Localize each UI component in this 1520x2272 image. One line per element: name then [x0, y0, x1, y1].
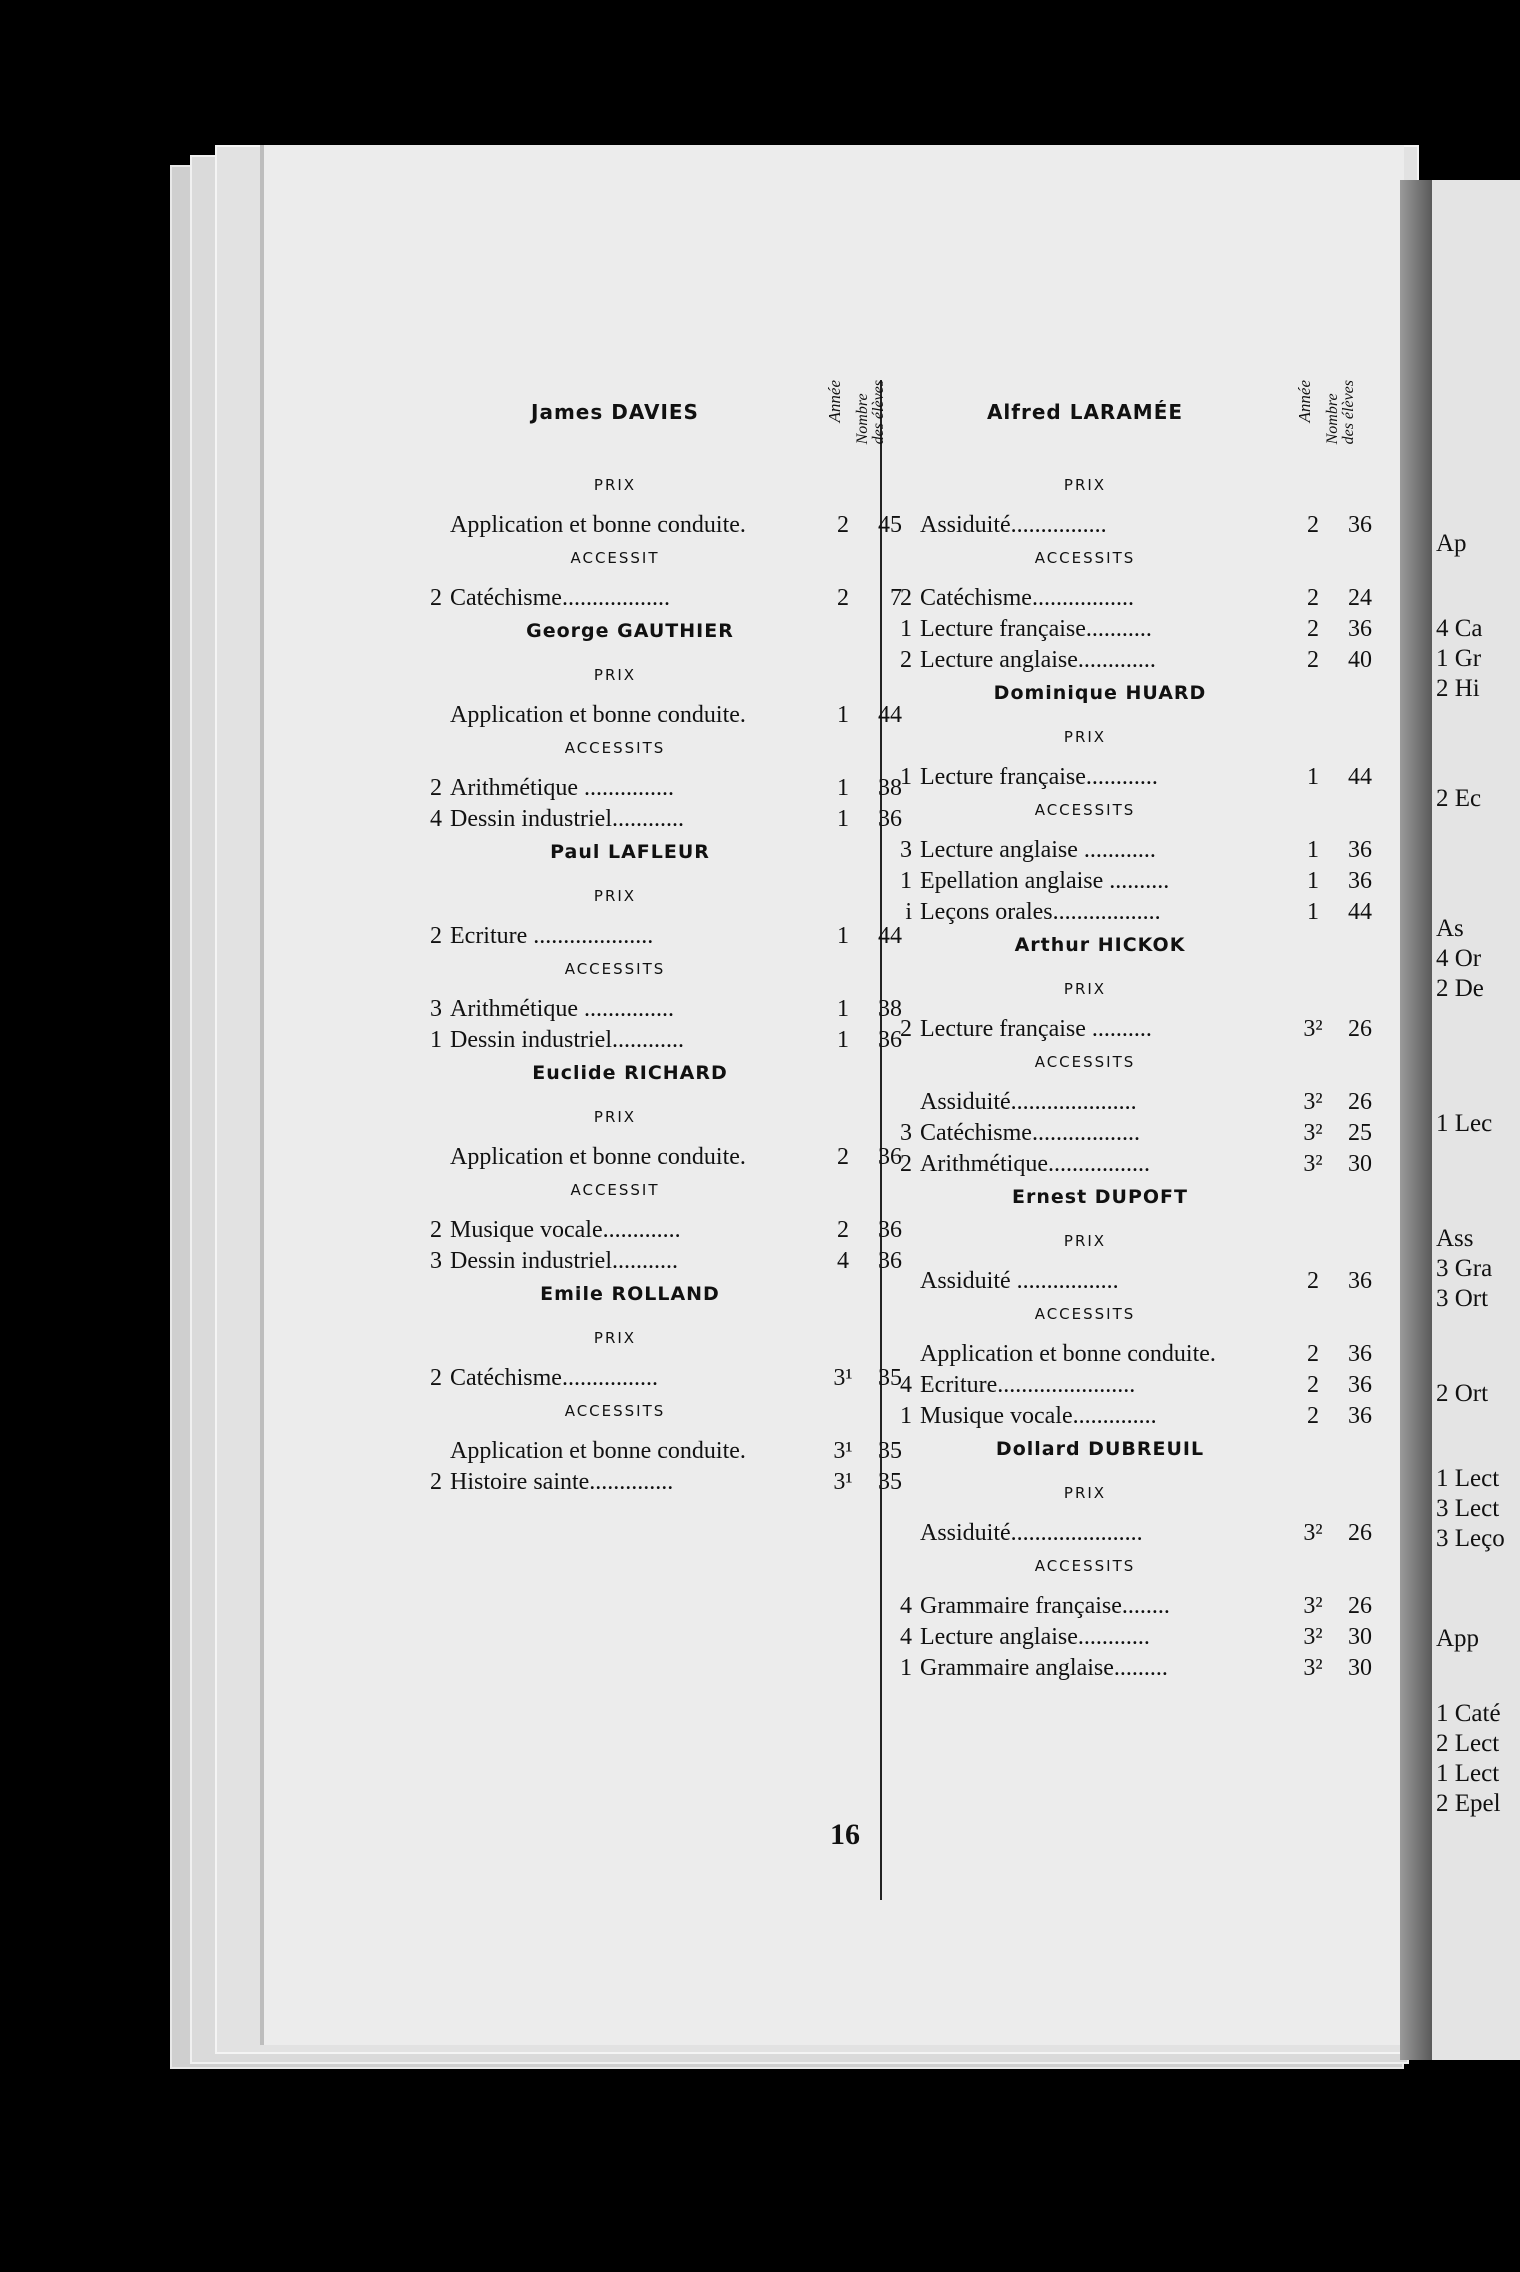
row-count: 44	[1348, 899, 1372, 925]
row-subject: Catéchisme................	[450, 1365, 658, 1391]
row-subject: Leçons orales..................	[920, 899, 1161, 925]
row-count: 7	[890, 585, 902, 611]
student-name: Dominique HUARD	[993, 682, 1207, 704]
row-year: 1	[837, 923, 849, 949]
award-row	[890, 1089, 1370, 1117]
right-page-fragment-text: Ass	[1436, 1225, 1474, 1252]
right-page-fragment-text: 2 Ec	[1436, 785, 1482, 812]
row-subject: Arithmétique ...............	[450, 996, 674, 1022]
row-year: 1	[837, 702, 849, 728]
student-name: James DAVIES	[531, 400, 699, 424]
row-count: 26	[1348, 1593, 1372, 1619]
right-page-fragment-text: 3 Ort	[1436, 1285, 1489, 1312]
award-row	[420, 1248, 900, 1276]
student-name: Paul LAFLEUR	[550, 841, 710, 863]
right-page-fragment-text: 3 Gra	[1436, 1255, 1493, 1282]
row-number: 3	[900, 1120, 912, 1146]
row-count: 40	[1348, 647, 1372, 673]
row-year: 2	[1307, 647, 1319, 673]
award-row	[890, 1268, 1370, 1296]
row-subject: Assiduité .................	[920, 1268, 1119, 1294]
row-count: 36	[1348, 1341, 1372, 1367]
row-number: 4	[900, 1624, 912, 1650]
right-column	[890, 380, 1370, 1820]
row-count: 44	[878, 702, 902, 728]
award-row	[420, 1438, 900, 1466]
row-count: 35	[878, 1438, 902, 1464]
nombre-header: Nombre des élèves	[1324, 380, 1357, 445]
right-page-fragment-text: 1 Lect	[1436, 1760, 1500, 1787]
right-page-fragment-text: 2 Lect	[1436, 1730, 1500, 1757]
award-row	[890, 647, 1370, 675]
row-year: 3¹	[833, 1365, 853, 1391]
row-subject: Dessin industriel............	[450, 1027, 684, 1053]
row-count: 38	[878, 996, 902, 1022]
award-row	[890, 1520, 1370, 1548]
award-row	[890, 512, 1370, 540]
student-name: Ernest DUPOFT	[1012, 1186, 1188, 1208]
right-page-fragment-text: Ap	[1436, 530, 1467, 557]
row-number: 4	[430, 806, 442, 832]
row-number: 2	[900, 585, 912, 611]
award-row	[890, 868, 1370, 896]
row-number: 1	[900, 616, 912, 642]
row-subject: Lecture anglaise............	[920, 1624, 1150, 1650]
section-caption: PRIX	[1063, 728, 1107, 746]
row-subject: Application et bonne conduite.	[450, 512, 746, 538]
row-subject: Arithmétique ...............	[450, 775, 674, 801]
section-caption: ACCESSITS	[1034, 1557, 1136, 1575]
row-year: 1	[1307, 837, 1319, 863]
row-subject: Grammaire anglaise.........	[920, 1655, 1168, 1681]
row-year: 3²	[1303, 1655, 1323, 1681]
student-name: Euclide RICHARD	[532, 1062, 728, 1084]
row-number: i	[905, 899, 912, 925]
section-caption: ACCESSIT	[570, 549, 660, 567]
row-year: 3²	[1303, 1151, 1323, 1177]
row-count: 26	[1348, 1016, 1372, 1042]
award-row	[890, 1016, 1370, 1044]
award-row	[890, 1151, 1370, 1179]
book-gutter	[1400, 180, 1432, 2060]
row-number: 1	[900, 1403, 912, 1429]
row-year: 1	[1307, 899, 1319, 925]
award-row	[420, 1365, 900, 1393]
row-year: 1	[837, 996, 849, 1022]
row-subject: Catéchisme..................	[450, 585, 670, 611]
award-row	[890, 837, 1370, 865]
row-year: 1	[837, 775, 849, 801]
row-count: 30	[1348, 1151, 1372, 1177]
row-number: 2	[430, 923, 442, 949]
row-count: 36	[1348, 837, 1372, 863]
row-subject: Assiduité......................	[920, 1520, 1143, 1546]
row-year: 1	[837, 806, 849, 832]
award-row	[890, 764, 1370, 792]
row-count: 25	[1348, 1120, 1372, 1146]
award-row	[890, 1403, 1370, 1431]
row-number: 4	[900, 1372, 912, 1398]
section-caption: ACCESSITS	[1034, 549, 1136, 567]
section-caption: PRIX	[593, 666, 637, 684]
row-year: 3²	[1303, 1624, 1323, 1650]
student-name: George GAUTHIER	[526, 620, 734, 642]
row-number: 2	[430, 585, 442, 611]
section-caption: ACCESSITS	[564, 739, 666, 757]
award-row	[890, 616, 1370, 644]
student-name: Dollard DUBREUIL	[995, 1438, 1205, 1460]
row-number: 2	[430, 1469, 442, 1495]
section-caption: PRIX	[593, 1108, 637, 1126]
student-name: Alfred LARAMÉE	[986, 400, 1184, 424]
section-caption: ACCESSITS	[1034, 1305, 1136, 1323]
award-row	[420, 1469, 900, 1497]
award-row	[890, 1341, 1370, 1369]
row-number: 2	[900, 1016, 912, 1042]
row-number: 2	[900, 647, 912, 673]
row-count: 38	[878, 775, 902, 801]
row-number: 3	[900, 837, 912, 863]
row-number: 1	[900, 764, 912, 790]
left-column	[420, 380, 900, 1820]
section-caption: ACCESSITS	[1034, 801, 1136, 819]
row-subject: Lecture anglaise.............	[920, 647, 1156, 673]
row-year: 2	[837, 1144, 849, 1170]
award-row	[420, 585, 900, 613]
award-row	[420, 1144, 900, 1172]
row-number: 1	[430, 1027, 442, 1053]
section-caption: ACCESSIT	[570, 1181, 660, 1199]
row-year: 2	[1307, 512, 1319, 538]
row-count: 36	[878, 1248, 902, 1274]
row-year: 1	[1307, 764, 1319, 790]
section-caption: PRIX	[593, 887, 637, 905]
row-count: 44	[878, 923, 902, 949]
annee-header: Année	[1295, 380, 1314, 423]
row-year: 1	[1307, 868, 1319, 894]
row-subject: Lecture anglaise ............	[920, 837, 1156, 863]
award-row	[420, 775, 900, 803]
row-year: 3²	[1303, 1089, 1323, 1115]
row-number: 1	[900, 868, 912, 894]
row-subject: Application et bonne conduite.	[450, 1144, 746, 1170]
row-year: 3²	[1303, 1593, 1323, 1619]
award-row	[420, 806, 900, 834]
row-year: 3¹	[833, 1469, 853, 1495]
annee-header: Année	[825, 380, 844, 423]
section-caption: ACCESSITS	[564, 960, 666, 978]
row-year: 2	[837, 512, 849, 538]
row-count: 30	[1348, 1655, 1372, 1681]
award-row	[420, 512, 900, 540]
row-number: 2	[900, 1151, 912, 1177]
row-count: 36	[878, 1217, 902, 1243]
row-year: 3²	[1303, 1120, 1323, 1146]
row-number: 2	[430, 775, 442, 801]
award-row	[890, 585, 1370, 613]
right-page-fragment-text: 1 Caté	[1436, 1700, 1501, 1727]
row-year: 3¹	[833, 1438, 853, 1464]
row-count: 36	[1348, 1403, 1372, 1429]
row-count: 35	[878, 1469, 902, 1495]
award-row	[890, 1372, 1370, 1400]
award-row	[420, 1217, 900, 1245]
section-caption: PRIX	[1063, 1484, 1107, 1502]
row-subject: Lecture française...........	[920, 616, 1152, 642]
row-count: 26	[1348, 1520, 1372, 1546]
student-name: Arthur HICKOK	[1014, 934, 1186, 956]
row-count: 36	[1348, 1268, 1372, 1294]
column-header	[420, 380, 900, 460]
row-count: 26	[1348, 1089, 1372, 1115]
row-count: 44	[1348, 764, 1372, 790]
book-page-right-fragment	[1432, 180, 1520, 2060]
row-subject: Lecture française............	[920, 764, 1158, 790]
page-number: 16	[830, 1818, 860, 1851]
column-header	[890, 380, 1370, 460]
student-name: Emile ROLLAND	[540, 1283, 720, 1305]
row-subject: Application et bonne conduite.	[920, 1341, 1216, 1367]
row-year: 1	[837, 1027, 849, 1053]
row-count: 36	[878, 1144, 902, 1170]
row-subject: Arithmétique.................	[920, 1151, 1150, 1177]
section-caption: PRIX	[1063, 980, 1107, 998]
right-page-fragment-text: As	[1436, 915, 1464, 942]
right-page-fragment-text: 4 Ca	[1436, 615, 1483, 642]
row-count: 36	[878, 1027, 902, 1053]
section-caption: ACCESSITS	[564, 1402, 666, 1420]
row-year: 3²	[1303, 1016, 1323, 1042]
row-subject: Assiduité................	[920, 512, 1107, 538]
row-count: 24	[1348, 585, 1372, 611]
row-subject: Catéchisme..................	[920, 1120, 1140, 1146]
row-year: 2	[837, 585, 849, 611]
award-row	[420, 1027, 900, 1055]
row-subject: Epellation anglaise ..........	[920, 868, 1170, 894]
section-caption: PRIX	[1063, 476, 1107, 494]
row-year: 3²	[1303, 1520, 1323, 1546]
section-caption: PRIX	[1063, 1232, 1107, 1250]
row-count: 35	[878, 1365, 902, 1391]
row-subject: Lecture française ..........	[920, 1016, 1152, 1042]
row-subject: Histoire sainte..............	[450, 1469, 674, 1495]
row-number: 2	[430, 1217, 442, 1243]
award-row	[420, 996, 900, 1024]
row-number: 2	[430, 1365, 442, 1391]
award-row	[890, 1120, 1370, 1148]
right-page-fragment-text: 1 Gr	[1436, 645, 1482, 672]
row-number: 1	[900, 1655, 912, 1681]
right-page-fragment-text: 3 Leço	[1436, 1525, 1505, 1552]
row-count: 36	[1348, 868, 1372, 894]
award-row	[890, 1624, 1370, 1652]
row-year: 2	[1307, 616, 1319, 642]
right-page-fragment-text: 2 Ort	[1436, 1380, 1489, 1407]
row-count: 30	[1348, 1624, 1372, 1650]
row-count: 36	[878, 806, 902, 832]
row-subject: Dessin industriel............	[450, 806, 684, 832]
section-caption: ACCESSITS	[1034, 1053, 1136, 1071]
row-year: 4	[837, 1248, 849, 1274]
row-subject: Ecriture.......................	[920, 1372, 1136, 1398]
award-row	[420, 702, 900, 730]
row-year: 2	[1307, 1403, 1319, 1429]
row-subject: Musique vocale.............	[450, 1217, 681, 1243]
row-subject: Application et bonne conduite.	[450, 1438, 746, 1464]
row-year: 2	[1307, 1372, 1319, 1398]
nombre-header: Nombre des élèves	[854, 380, 887, 445]
right-page-fragment-text: 3 Lect	[1436, 1495, 1500, 1522]
row-number: 4	[900, 1593, 912, 1619]
right-page-fragment-text: 2 De	[1436, 975, 1484, 1002]
row-count: 36	[1348, 616, 1372, 642]
award-row	[890, 899, 1370, 927]
row-subject: Application et bonne conduite.	[450, 702, 746, 728]
right-page-fragment-text: 1 Lect	[1436, 1465, 1500, 1492]
row-year: 2	[1307, 1341, 1319, 1367]
row-number: 3	[430, 996, 442, 1022]
row-subject: Ecriture ....................	[450, 923, 654, 949]
right-page-fragment-text: 2 Epel	[1436, 1790, 1501, 1817]
row-subject: Musique vocale..............	[920, 1403, 1157, 1429]
row-subject: Grammaire française........	[920, 1593, 1170, 1619]
row-subject: Catéchisme.................	[920, 585, 1134, 611]
award-row	[420, 923, 900, 951]
right-page-fragment-text: App	[1436, 1625, 1480, 1652]
award-row	[890, 1593, 1370, 1621]
row-year: 2	[1307, 1268, 1319, 1294]
row-count: 36	[1348, 1372, 1372, 1398]
row-number: 3	[430, 1248, 442, 1274]
row-year: 2	[1307, 585, 1319, 611]
section-caption: PRIX	[593, 476, 637, 494]
row-subject: Dessin industriel...........	[450, 1248, 678, 1274]
right-page-fragment-text: 4 Or	[1436, 945, 1482, 972]
row-year: 2	[837, 1217, 849, 1243]
award-row	[890, 1655, 1370, 1683]
right-page-fragment-text: 2 Hi	[1436, 675, 1480, 702]
right-page-fragment-text: 1 Lec	[1436, 1110, 1493, 1137]
row-count: 36	[1348, 512, 1372, 538]
row-subject: Assiduité.....................	[920, 1089, 1137, 1115]
row-count: 45	[878, 512, 902, 538]
section-caption: PRIX	[593, 1329, 637, 1347]
